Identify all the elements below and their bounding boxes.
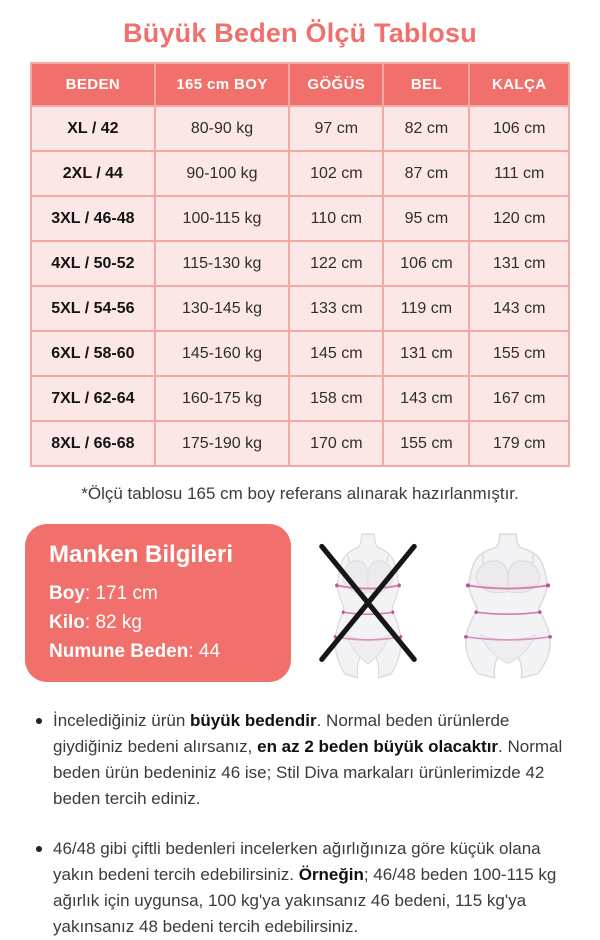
size-table-body <box>31 106 569 466</box>
measurement-cell: 120 cm <box>469 196 569 241</box>
measurement-cell: 80-90 kg <box>155 106 290 151</box>
measurement-cell: 95 cm <box>383 196 469 241</box>
column-header-gogus: GÖĞÜS <box>289 63 383 106</box>
note-item: İncelediğiniz ürün büyük bedendir. Normal beden ürünlerde giydiğiniz bedeni alırsanız, en az 2 beden büyük olacaktır. Normal beden ürün bedeniniz 46 ise; Stil Diva markaları ürünlerimizde 42 beden tercih ediniz. <box>36 708 574 812</box>
size-table <box>30 62 570 467</box>
measurement-cell: 155 cm <box>469 331 569 376</box>
measurement-cell: 179 cm <box>469 421 569 466</box>
table-row <box>31 106 569 151</box>
table-row <box>31 151 569 196</box>
measurement-cell: 143 cm <box>383 376 469 421</box>
header-row <box>31 63 569 106</box>
measurement-cell: 143 cm <box>469 286 569 331</box>
measurement-cell: 122 cm <box>289 241 383 286</box>
column-header-boy: 165 cm BOY <box>155 63 290 106</box>
measurement-cell: 87 cm <box>383 151 469 196</box>
measurement-cell: 102 cm <box>289 151 383 196</box>
measurement-cell: 167 cm <box>469 376 569 421</box>
model-height-line: Boy: 171 cm <box>49 583 158 604</box>
size-label-cell: 5XL / 54-56 <box>31 286 155 331</box>
measurement-cell: 90-100 kg <box>155 151 290 196</box>
table-row <box>31 331 569 376</box>
column-header-beden: BEDEN <box>31 63 155 106</box>
table-row <box>31 421 569 466</box>
measurement-cell: 160-175 kg <box>155 376 290 421</box>
size-label-cell: 8XL / 66-68 <box>31 421 155 466</box>
size-label-cell: 6XL / 58-60 <box>31 331 155 376</box>
crossed-out-figure-icon <box>304 530 432 682</box>
page-title: Büyük Beden Ölçü Tablosu <box>123 18 477 48</box>
measurement-cell: 145 cm <box>289 331 383 376</box>
measurement-cell: 97 cm <box>289 106 383 151</box>
measurement-cell: 130-145 kg <box>155 286 290 331</box>
table-row <box>31 376 569 421</box>
measurement-cell: 155 cm <box>383 421 469 466</box>
table-row <box>31 241 569 286</box>
measurement-cell: 110 cm <box>289 196 383 241</box>
notes-list <box>36 708 574 940</box>
measurement-cell: 82 cm <box>383 106 469 151</box>
column-header-bel: BEL <box>383 63 469 106</box>
table-row <box>31 196 569 241</box>
model-info-card <box>25 524 291 682</box>
table-row <box>31 286 569 331</box>
model-weight-line: Kilo: 82 kg <box>49 612 142 633</box>
measurement-cell: 106 cm <box>469 106 569 151</box>
size-label-cell: 2XL / 44 <box>31 151 155 196</box>
table-footnote: *Ölçü tablosu 165 cm boy referans alınarak hazırlanmıştır. <box>81 484 519 503</box>
note-item: 46/48 gibi çiftli bedenleri incelerken ağırlığınıza göre küçük olana yakın bedeni tercih edebilirsiniz. Örneğin; 46/48 beden 100-115 kg ağırlık için uygunsa, 100 kg'ya yakınsanız 46 bedeni, 115 kg'ya yakınsanız 48 bedeni tercih edebilirsiniz. <box>36 836 574 940</box>
measurement-cell: 111 cm <box>469 151 569 196</box>
measurement-cell: 175-190 kg <box>155 421 290 466</box>
measurement-cell: 131 cm <box>383 331 469 376</box>
measurement-cell: 119 cm <box>383 286 469 331</box>
measurement-cell: 115-130 kg <box>155 241 290 286</box>
size-label-cell: 4XL / 50-52 <box>31 241 155 286</box>
model-info-section <box>25 524 585 682</box>
plus-size-figure-icon <box>444 530 572 682</box>
measurement-cell: 100-115 kg <box>155 196 290 241</box>
measurement-cell: 145-160 kg <box>155 331 290 376</box>
model-sample-size-line: Numune Beden: 44 <box>49 641 221 662</box>
size-label-cell: 7XL / 62-64 <box>31 376 155 421</box>
measurement-cell: 106 cm <box>383 241 469 286</box>
measurement-cell: 158 cm <box>289 376 383 421</box>
measurement-cell: 131 cm <box>469 241 569 286</box>
measurement-cell: 170 cm <box>289 421 383 466</box>
column-header-kalca: KALÇA <box>469 63 569 106</box>
size-label-cell: XL / 42 <box>31 106 155 151</box>
size-label-cell: 3XL / 46-48 <box>31 196 155 241</box>
measurement-cell: 133 cm <box>289 286 383 331</box>
size-table-header <box>31 63 569 106</box>
model-info-title: Manken Bilgileri <box>49 541 234 568</box>
figure-illustrations <box>291 524 585 682</box>
